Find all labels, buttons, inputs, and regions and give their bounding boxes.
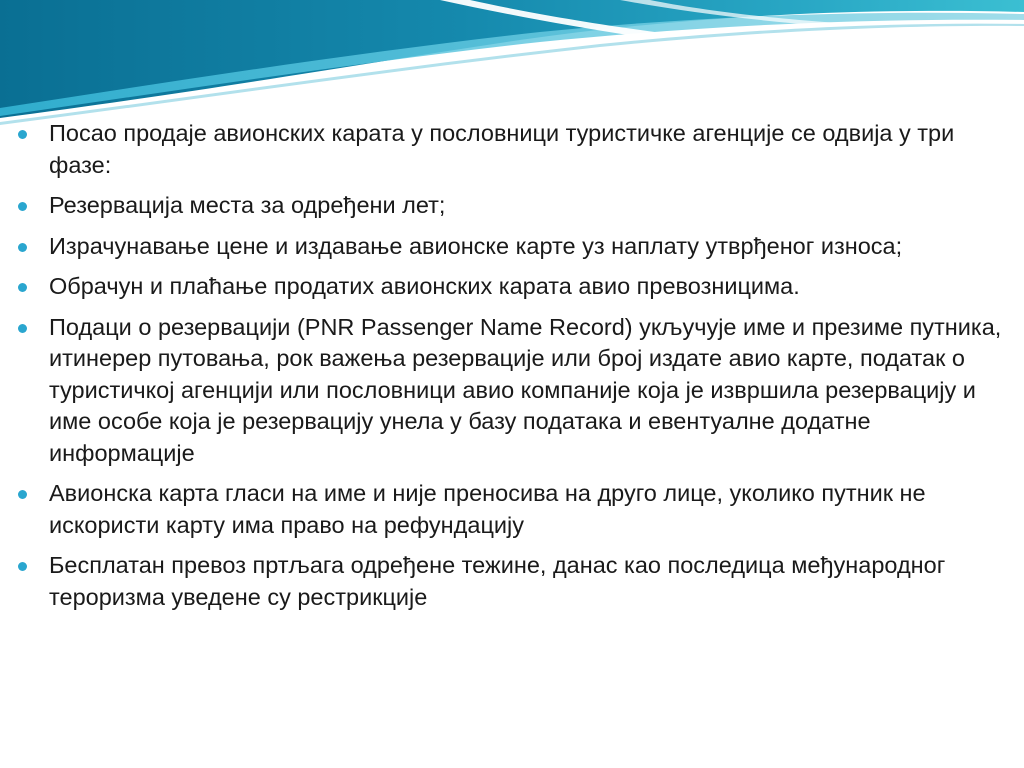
bullet-dot-icon: [18, 130, 27, 139]
bullet-text: Подаци о резервацији (PNR Passenger Name Record) укључује име и презиме путника, итинерер путовања, рок важења резервације или број издате авио карте, податак о туристичкој агенцији или пословници авио компаније која је извршила резервацију и име особе која је резервацију унела у базу података и евентуалне додатне информације: [49, 313, 1002, 466]
bullet-text: Резервација места за одређени лет;: [49, 192, 446, 218]
bullet-text: Бесплатан превоз пртљага одређене тежине, данас као последица међународног тероризма уведене су рестрикције: [49, 552, 946, 610]
list-item: [18, 190, 1008, 222]
list-item: [18, 312, 1008, 470]
list-item: [18, 231, 1008, 263]
bullet-list: [18, 118, 1008, 622]
list-item: [18, 271, 1008, 303]
header-wave-decoration: [0, 0, 1024, 130]
bullet-text: Авионска карта гласи на име и није преносива на друго лице, уколико путник не искористи карту има право на рефундацију: [49, 480, 926, 538]
list-item: [18, 550, 1008, 613]
bullet-dot-icon: [18, 202, 27, 211]
bullet-dot-icon: [18, 562, 27, 571]
list-item: [18, 478, 1008, 541]
bullet-text: Посао продаје авионских карата у пословници туристичке агенције се одвија у три фазе:: [49, 120, 955, 178]
bullet-dot-icon: [18, 490, 27, 499]
bullet-dot-icon: [18, 243, 27, 252]
bullet-dot-icon: [18, 324, 27, 333]
list-item: [18, 118, 1008, 181]
bullet-text: Обрачун и плаћање продатих авионских карата авио превозницима.: [49, 273, 800, 299]
bullet-text: Израчунавање цене и издавање авионске карте уз наплату утврђеног износа;: [49, 232, 903, 259]
bullet-dot-icon: [18, 283, 27, 292]
